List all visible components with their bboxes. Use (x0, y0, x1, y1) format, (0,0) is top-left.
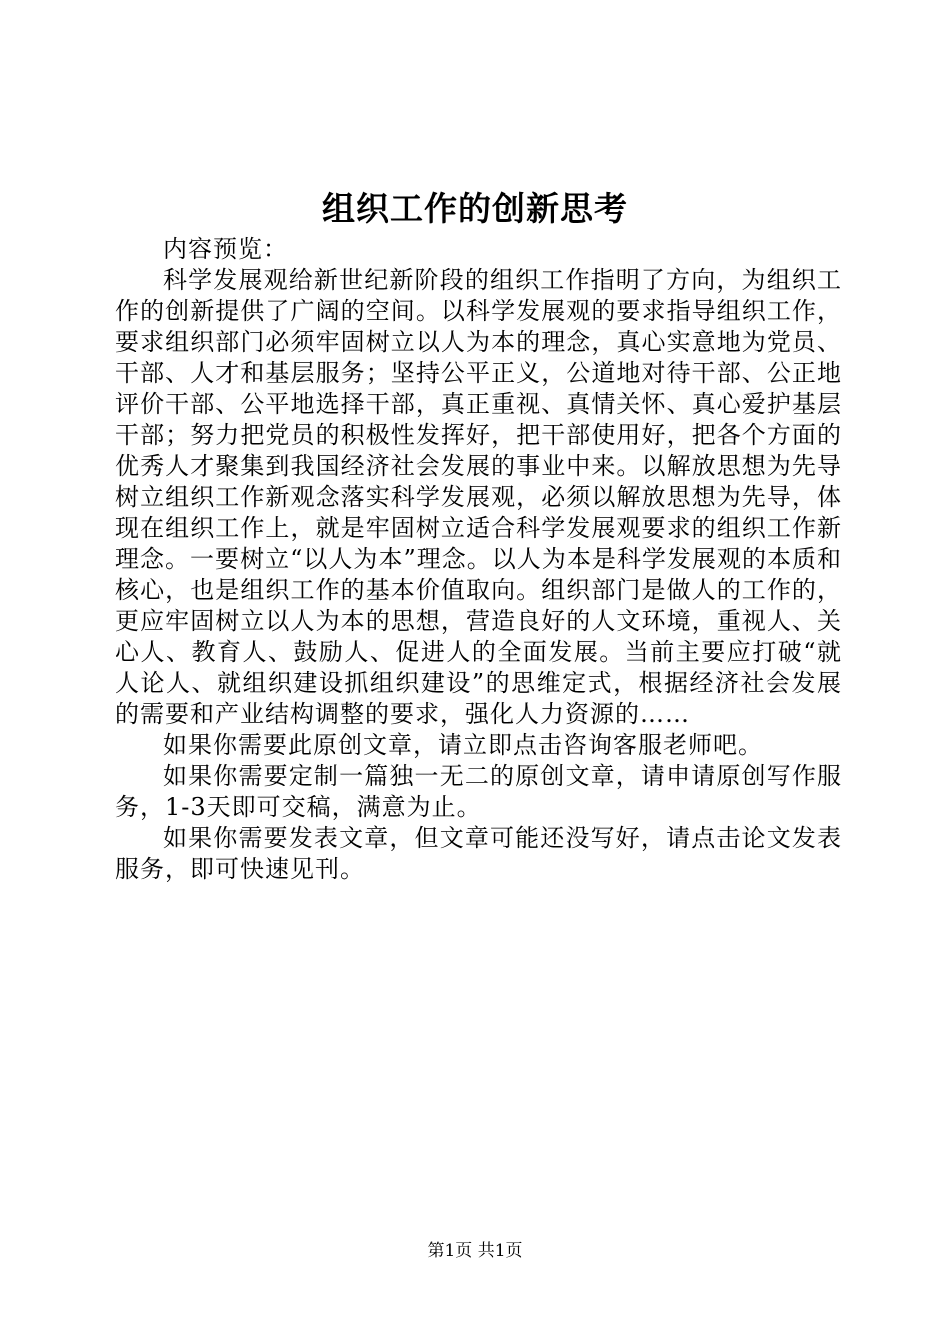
preview-label: 内容预览： (163, 235, 288, 263)
document-body (115, 234, 842, 885)
preview-paragraph: 科学发展观给新世纪新阶段的组织工作指明了方向，为组织工作的创新提供了广阔的空间。以科学发展观的要求指导组织工作，要求组织部门必须牢固树立以人为本的理念，真心实意地为党员、干部、人才和基层服务；坚持公平正义，公道地对待干部、公正地评价干部、公平地选择干部，真正重视、真情关怀、真心爱护基层干部；努力把党员的积极性发挥好，把干部使用好，把各个方面的优秀人才聚集到我国经济社会发展的事业中来。以解放思想为先导树立组织工作新观念落实科学发展观，必须以解放思想为先导，体现在组织工作上，就是牢固树立适合科学发展观要求的组织工作新理念。一要树立“以人为本”理念。以人为本是科学发展观的本质和核心，也是组织工作的基本价值取向。组织部门是做人的工作的，更应牢固树立以人为本的思想，营造良好的人文环境，重视人、关心人、教育人、鼓励人、促进人的全面发展。当前主要应打破“就人论人、就组织建设抓组织建设”的思维定式，根据经济社会发展的需要和产业结构调整的要求，强化人力资源的…… (115, 266, 842, 728)
notice-publishing: 如果你需要发表文章，但文章可能还没写好，请点击论文发表服务，即可快速见刊。 (115, 824, 842, 883)
notice-custom-writing: 如果你需要定制一篇独一无二的原创文章，请申请原创写作服务，1-3天即可交稿，满意为止。 (115, 762, 842, 821)
notice-consult: 如果你需要此原创文章，请立即点击咨询客服老师吧。 (163, 731, 763, 759)
document-title: 组织工作的创新思考 (322, 189, 628, 228)
page-footer: 第1页 共1页 (427, 1241, 523, 1261)
